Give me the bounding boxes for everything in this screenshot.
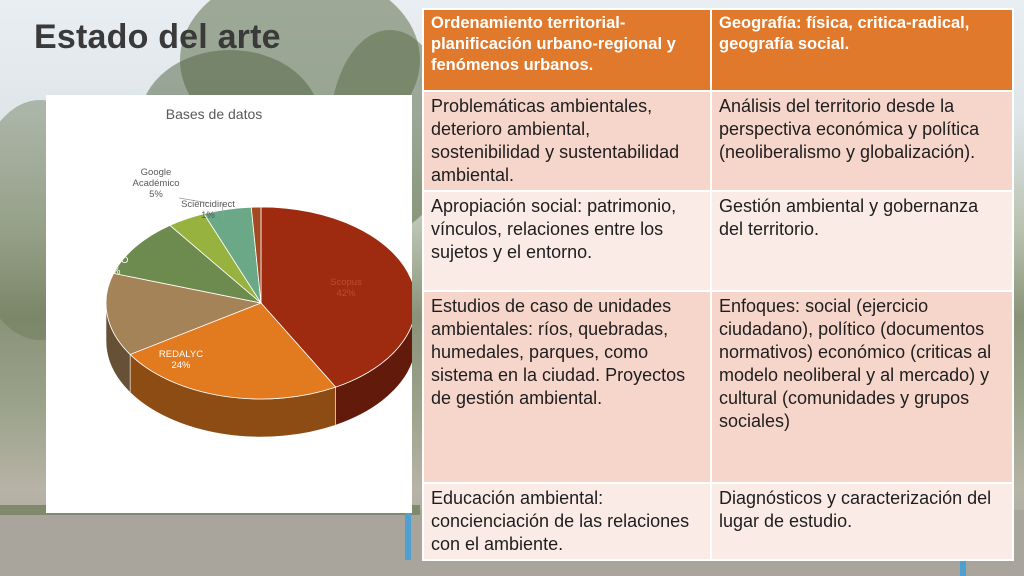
header-cell: Ordenamiento territorial-planificación urbano-regional y fenómenos urbanos. bbox=[423, 9, 711, 91]
pie-value-label: 5% bbox=[149, 189, 163, 200]
table-row bbox=[423, 191, 1013, 291]
table-header-row bbox=[423, 9, 1013, 91]
pie-chart bbox=[46, 95, 412, 513]
pie-value-label: 14% bbox=[66, 314, 86, 325]
pie-chart-panel bbox=[46, 95, 412, 513]
pie-category-label: Scopus bbox=[330, 277, 362, 288]
pie-category-label: REDALYC bbox=[158, 349, 204, 360]
pie-value-label: 1% bbox=[201, 210, 215, 221]
topics-table bbox=[422, 8, 1014, 561]
table-cell: Problemáticas ambientales, deterioro ambiental, sostenibilidad y sustentabilidad ambiental. bbox=[423, 91, 711, 191]
table-cell: Educación ambiental: concienciación de las relaciones con el ambiente. bbox=[423, 483, 711, 560]
pie-value-label: 42% bbox=[336, 288, 356, 299]
table-row bbox=[423, 91, 1013, 191]
header-cell: Geografía: física, critica-radical, geografía social. bbox=[711, 9, 1013, 91]
table-row bbox=[423, 483, 1013, 560]
pie-value-label: 4% bbox=[124, 222, 138, 233]
pie-category-label: Google bbox=[140, 167, 172, 178]
table-cell: Enfoques: social (ejercicio ciudadano), político (documentos normativos) económico (criticas al modelo neoliberal y al mercado) y cultural (comunidades y grupos sociales) bbox=[711, 291, 1013, 483]
pie-category-label: Pedib bbox=[63, 303, 89, 314]
pie-value-label: 24% bbox=[171, 360, 191, 371]
pie-value-label: 10% bbox=[101, 266, 121, 277]
table-cell: Estudios de caso de unidades ambientales: ríos, quebradas, humedales, parques, como sistema en la ciudad. Proyectos de gestión ambiental. bbox=[423, 291, 711, 483]
table-cell: Apropiación social: patrimonio, vínculos, relaciones entre los sujetos y el entorno. bbox=[423, 191, 711, 291]
table-cell: Diagnósticos y caracterización del lugar de estudio. bbox=[711, 483, 1013, 560]
pie-category-label: Académico bbox=[132, 178, 180, 189]
table-row bbox=[423, 291, 1013, 483]
pie-category-label: SCIELO bbox=[93, 255, 129, 266]
pie-category-label: Sciencidirect bbox=[181, 199, 235, 210]
table-cell: Gestión ambiental y gobernanza del territorio. bbox=[711, 191, 1013, 291]
chart-title: Bases de datos bbox=[165, 106, 263, 122]
slide-title: Estado del arte bbox=[34, 18, 281, 56]
table-cell: Análisis del territorio desde la perspectiva económica y política (neoliberalismo y globalización). bbox=[711, 91, 1013, 191]
pie-category-label: CLACSO bbox=[111, 211, 151, 222]
